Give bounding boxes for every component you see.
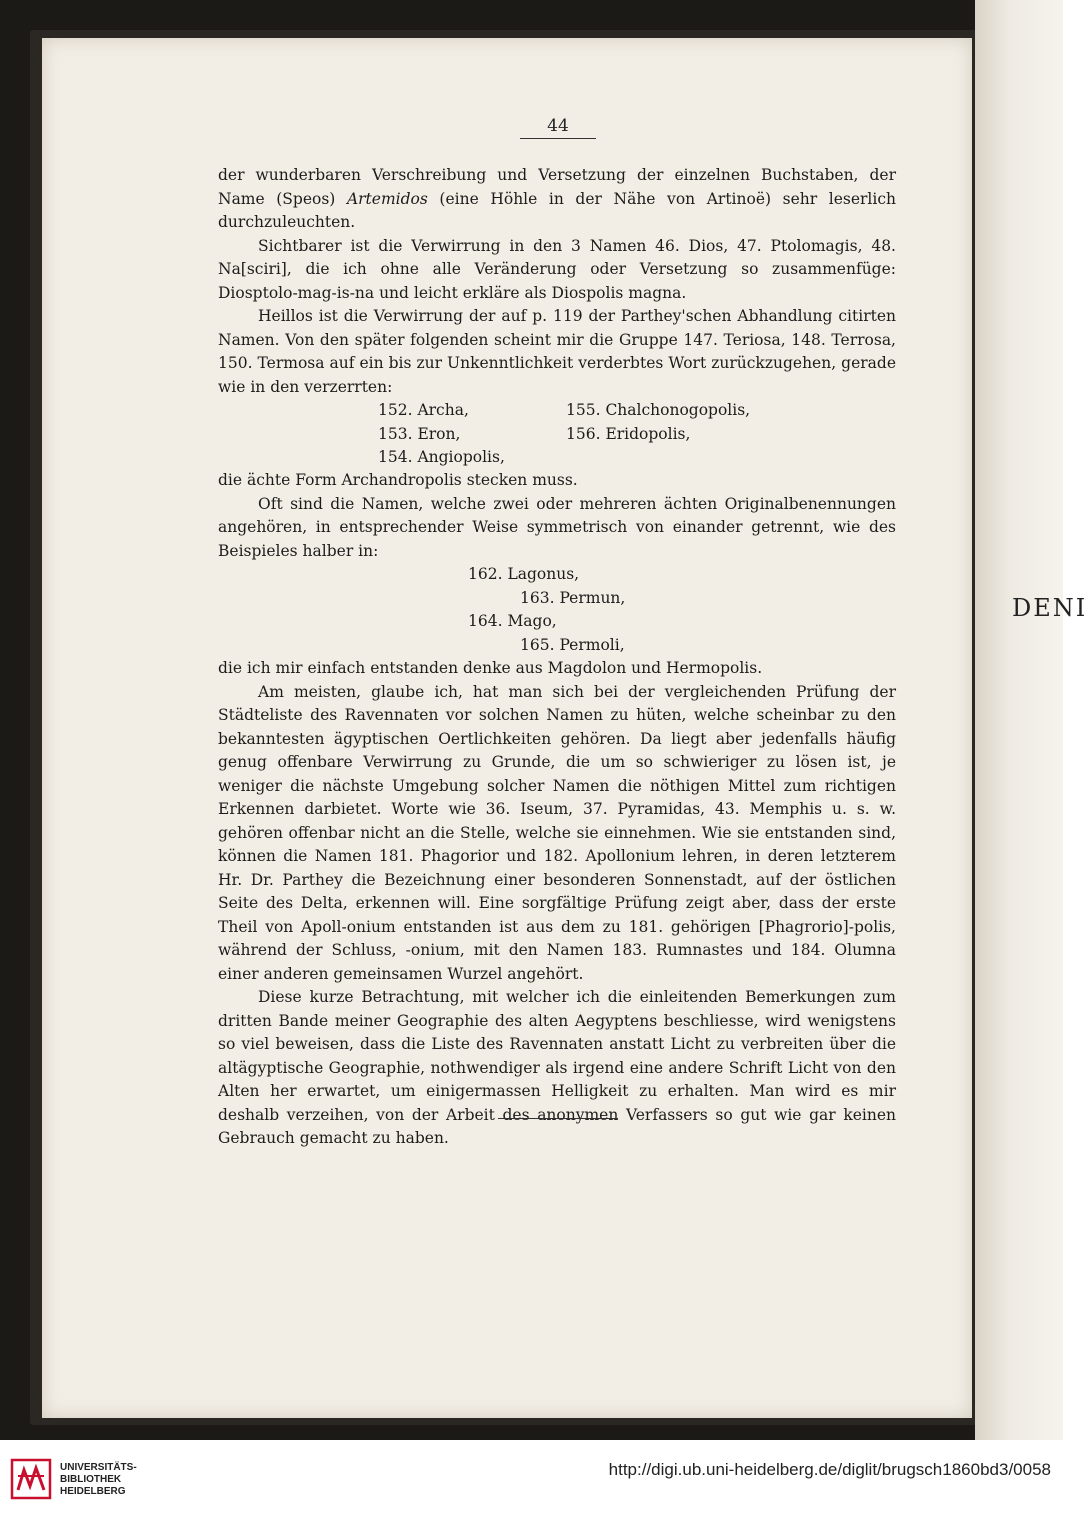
library-line: BIBLIOTHEK: [60, 1474, 122, 1485]
paragraph-after-list-b: die ich mir einfach entstanden denke aus Magdolon und Hermopolis.: [218, 659, 763, 677]
end-rule: [498, 1118, 618, 1119]
name-list-a: [218, 399, 896, 469]
artemidos-italic: Artemidos: [346, 189, 428, 208]
library-line: UNIVERSITÄTS-: [60, 1462, 137, 1473]
paragraph-sichtbarer: Sichtbarer ist die Verwirrung in den 3 Namen 46. Dios, 47. Ptolomagis, 48. Na[sciri], die ich ohne alle Veränderung oder Versetzung so zusammenfüge: Diosptolo-mag-is-na und leicht erkläre als Diospolis magna.: [218, 236, 896, 302]
paragraph-am-meisten: Am meisten, glaube ich, hat man sich bei der vergleichenden Prüfung der Städteliste des Ravennaten vor solchen Namen zu hüten, welche scheinbar zu den bekanntesten ägyptischen Oertlichkeiten gehören. Da liegt aber jedenfalls häufig genug offenbare Verwirrung zu Grunde, die um so schwieriger zu lösen ist, je weniger die nächste Umgebung solcher Namen die nöthigen Mittel zum richtigen Erkennen darbietet. Worte wie 36. Iseum, 37. Pyramidas, 43. Memphis u. s. w. gehören offenbar nicht an die Stelle, welche sie einnehmen. Wie sie entstanden sind, können die Namen 181. Phagorior und 182. Apollonium lehren, in deren letzterem Hr. Dr. Parthey die Bezeichnung einer besonderen Sonnenstadt, auf der östlichen Seite des Delta, erkennen will. Eine sorgfältige Prüfung zeigt aber, dass der erste Theil von Apoll-onium entstanden ist aus dem zu 181. gehörigen [Phagrorio]-polis, während der Schluss, -onium, mit den Namen 183. Rumnastes und 184. Olumna einer anderen gemeinsamen Wurzel angehört.: [218, 682, 896, 983]
page-number: 44: [520, 116, 596, 139]
list-b-item: 164. Mago,: [468, 612, 557, 630]
paragraph-after-list-a: die ächte Form Archandropolis stecken muss.: [218, 471, 578, 489]
paragraph-diese: Diese kurze Betrachtung, mit welcher ich die einleitenden Bemerkungen zum dritten Bande meiner Geographie des alten Aegyptens beschliesse, wird wenigstens so viel beweisen, dass die Liste des Ravennaten anstatt Licht zu verbreiten über die altägyptische Geographie, nothwendiger als irgend eine andere Schrift Licht von den Alten her erwartet, um einigermassen Helligkeit zu erhalten. Man wird es mir deshalb verzeihen, von der Arbeit des anonymen Verfassers so gut wie gar keinen Gebrauch gemacht zu haben.: [218, 988, 896, 1147]
paragraph-oft: Oft sind die Namen, welche zwei oder mehreren ächten Originalbenennungen angehören, in entsprechender Weise symmetrisch von einander getrennt, wie des Beispieles halber in:: [218, 494, 896, 560]
next-page-fragment: DENI: [1012, 594, 1087, 622]
list-b-item: 165. Permoli,: [520, 635, 625, 654]
list-a-item: 155. Chalchonogopolis,: [566, 401, 751, 419]
viewer-footer: [0, 1440, 1063, 1524]
intro-line-rest: (eine Höhle in der Nähe von Artinoë) sehr leserlich durchzuleuchten.: [218, 189, 896, 231]
university-library-logo-icon: [10, 1458, 52, 1500]
list-a-item: 152. Archa,: [378, 401, 469, 419]
paragraph-intro: [218, 164, 896, 235]
source-url-link[interactable]: http://digi.ub.uni-heidelberg.de/diglit/brugsch1860bd3/0058: [608, 1460, 1051, 1479]
list-b-item: 163. Permun,: [520, 588, 626, 607]
paragraph-heillos: Heillos ist die Verwirrung der auf p. 119 der Parthey'schen Abhandlung citirten Namen. Von den später folgenden scheint mir die Gruppe 147. Teriosa, 148. Terrosa, 150. Termosa auf ein bis zur Unkenntlichkeit verderbtes Wort zurückzugehen, gerade wie in den verzerrten:: [218, 307, 896, 396]
next-page-strip: [975, 0, 1063, 1440]
list-a-item: 153. Eron,: [378, 424, 461, 443]
library-line: HEIDELBERG: [60, 1486, 126, 1497]
library-name: [60, 1462, 137, 1498]
name-list-b: [218, 563, 896, 657]
body-text: [218, 164, 896, 1151]
list-b-item: 162. Lagonus,: [468, 565, 580, 583]
intro-line: der wunderbaren Verschreibung und Versetzung der einzelnen Buchstaben, der Name (Speos): [218, 166, 896, 208]
list-a-item: 156. Eridopolis,: [566, 424, 691, 443]
list-a-item: 154. Angiopolis,: [378, 448, 505, 466]
